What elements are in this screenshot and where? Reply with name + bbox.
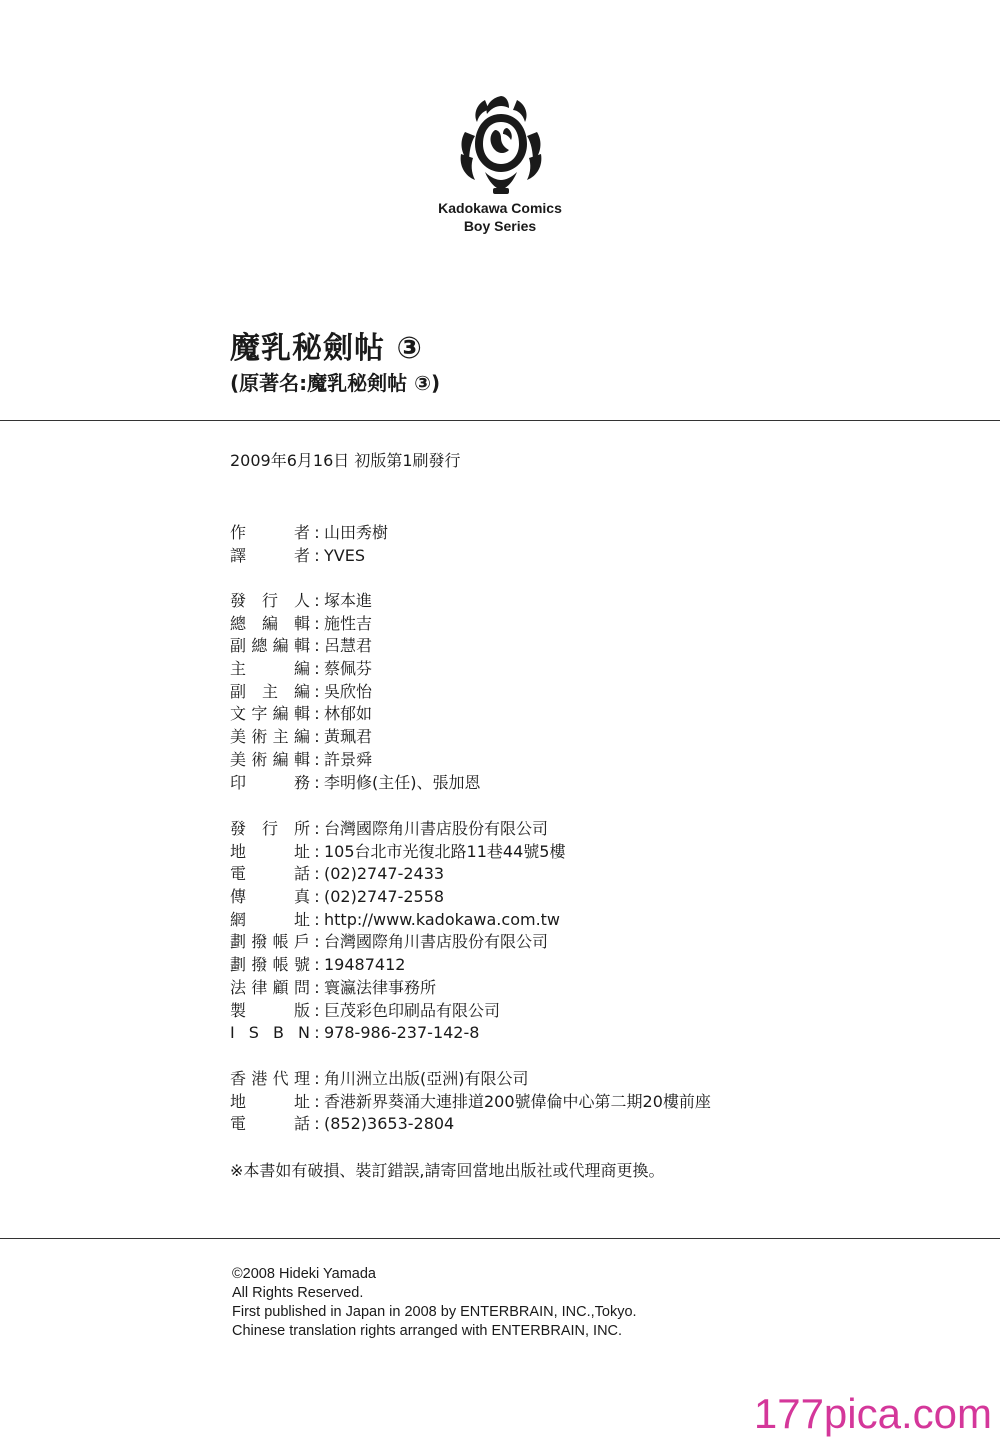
credit-value: 巨茂彩色印刷品有限公司 — [324, 1000, 501, 1020]
credit-value: 角川洲立出版(亞洲)有限公司 — [324, 1069, 529, 1088]
credit-colon: : — [314, 977, 320, 997]
credit-colon: : — [314, 819, 320, 838]
replacement-note: ※本書如有破損、裝訂錯誤,請寄回當地出版社或代理商更換。 — [230, 1161, 665, 1180]
credit-label: 發 行 人 — [230, 591, 310, 610]
credit-label: 總 編 輯 — [230, 613, 310, 633]
credit-row — [230, 931, 565, 954]
credit-value: 蔡佩芬 — [324, 659, 373, 679]
credit-colon: : — [314, 1000, 320, 1020]
credit-colon: : — [314, 749, 320, 769]
credits-group-4 — [230, 1068, 711, 1136]
credit-label: 電 話 — [230, 1114, 310, 1134]
divider-top — [0, 420, 1000, 421]
credit-value: (02)2747-2433 — [324, 864, 445, 884]
credit-label: 地 址 — [230, 841, 310, 861]
copyright-line: Chinese translation rights arranged with ENTERBRAIN, INC. — [232, 1323, 623, 1339]
credit-value: 林郁如 — [324, 704, 373, 724]
credit-row — [230, 772, 481, 795]
credit-row — [230, 1091, 711, 1114]
credit-value: YVES — [324, 545, 365, 565]
credit-label: 印 務 — [230, 772, 310, 792]
credit-value: 寰瀛法律事務所 — [324, 977, 437, 997]
credit-row — [230, 1068, 711, 1091]
credit-row — [230, 863, 565, 886]
credit-value: 施性吉 — [324, 613, 373, 633]
copyright-block — [232, 1265, 637, 1341]
credit-label: 譯 者 — [230, 545, 310, 565]
credits-group-2 — [230, 590, 481, 794]
credit-row — [230, 749, 481, 772]
credit-label: 網 址 — [230, 909, 310, 929]
credit-value: (02)2747-2558 — [324, 887, 445, 907]
credit-label: 劃 撥 帳 戶 — [230, 932, 310, 952]
credit-value: 山田秀樹 — [324, 523, 389, 542]
copyright-line: First published in Japan in 2008 by ENTERBRAIN, INC.,Tokyo. — [232, 1304, 637, 1320]
credit-label: 香 港 代 理 — [230, 1069, 310, 1088]
book-title: 魔乳秘劍帖 ③ — [230, 331, 423, 366]
credit-label: 地 址 — [230, 1091, 310, 1111]
credit-row — [230, 681, 481, 704]
credit-label: 副 總 編 輯 — [230, 636, 310, 656]
credit-row — [230, 841, 565, 864]
credit-row — [230, 522, 388, 545]
credit-row — [230, 635, 481, 658]
credit-colon: : — [314, 1023, 320, 1043]
credit-value: 105台北市光復北路11巷44號5樓 — [324, 841, 566, 861]
credits-group-3 — [230, 818, 565, 1045]
credit-colon: : — [314, 1114, 320, 1134]
credit-colon: : — [314, 909, 320, 929]
credit-row — [230, 1113, 711, 1136]
credit-colon: : — [314, 591, 320, 610]
credit-colon: : — [314, 1091, 320, 1111]
series-line-1: Kadokawa Comics — [438, 200, 562, 216]
credit-colon: : — [314, 545, 320, 565]
credit-row — [230, 954, 565, 977]
credit-colon: : — [314, 1069, 320, 1088]
credit-row — [230, 1022, 565, 1045]
credit-label: 主 編 — [230, 659, 310, 679]
credit-value: 978-986-237-142-8 — [324, 1023, 480, 1043]
credit-value: 李明修(主任)、張加恩 — [324, 772, 481, 792]
credit-label: 電 話 — [230, 864, 310, 884]
credit-value: 19487412 — [324, 955, 406, 975]
credit-row — [230, 545, 388, 568]
credit-label: 劃 撥 帳 號 — [230, 955, 310, 975]
copyright-line: All Rights Reserved. — [232, 1285, 364, 1301]
credit-colon: : — [314, 887, 320, 907]
credit-label: 美 術 編 輯 — [230, 749, 310, 769]
credit-value: 黃珮君 — [324, 727, 373, 747]
credit-row — [230, 658, 481, 681]
credit-colon: : — [314, 523, 320, 542]
credit-colon: : — [314, 704, 320, 724]
credit-label: I S B N — [230, 1023, 310, 1043]
credit-label: 法 律 顧 問 — [230, 977, 310, 997]
credits-group-1 — [230, 522, 388, 567]
credit-row — [230, 977, 565, 1000]
credit-label: 傳 真 — [230, 887, 310, 907]
credit-row — [230, 703, 481, 726]
edition-date: 2009年6月16日 初版第1刷發行 — [230, 451, 461, 470]
divider-bottom — [0, 1238, 1000, 1239]
credit-colon: : — [314, 636, 320, 656]
credit-label: 美 術 主 編 — [230, 727, 310, 747]
credit-label: 文 字 編 輯 — [230, 704, 310, 724]
credit-colon: : — [314, 772, 320, 792]
credit-colon: : — [314, 864, 320, 884]
credit-row — [230, 909, 565, 932]
credit-colon: : — [314, 841, 320, 861]
credit-colon: : — [314, 955, 320, 975]
credit-value: 塚本進 — [324, 591, 373, 610]
credit-row — [230, 818, 565, 841]
credit-row — [230, 726, 481, 749]
series-line-2: Boy Series — [463, 218, 537, 234]
credit-row — [230, 886, 565, 909]
watermark-text: 177pica.com — [753, 1390, 992, 1437]
credit-label: 製 版 — [230, 1000, 310, 1020]
credit-value: 台灣國際角川書店股份有限公司 — [324, 819, 549, 838]
credit-colon: : — [314, 727, 320, 747]
credit-value: (852)3653-2804 — [324, 1114, 455, 1134]
credit-value: 吳欣怡 — [324, 681, 373, 701]
phoenix-logo-icon — [455, 92, 547, 200]
credit-value: http://www.kadokawa.com.tw — [324, 909, 561, 929]
credit-colon: : — [314, 613, 320, 633]
credit-colon: : — [314, 932, 320, 952]
copyright-line: ©2008 Hideki Yamada — [232, 1266, 376, 1282]
credit-value: 呂慧君 — [324, 636, 373, 656]
credit-value: 香港新界葵涌大連排道200號偉倫中心第二期20樓前座 — [324, 1091, 711, 1111]
credit-row — [230, 613, 481, 636]
credit-label: 副 主 編 — [230, 681, 310, 701]
credit-value: 台灣國際角川書店股份有限公司 — [324, 932, 549, 952]
credit-colon: : — [314, 659, 320, 679]
credit-label: 發 行 所 — [230, 819, 310, 838]
credit-row — [230, 590, 481, 613]
original-title: (原著名:魔乳秘剣帖 ③) — [230, 371, 441, 395]
credit-value: 許景舜 — [324, 749, 373, 769]
credit-label: 作 者 — [230, 523, 310, 542]
credit-row — [230, 1000, 565, 1023]
credit-colon: : — [314, 681, 320, 701]
